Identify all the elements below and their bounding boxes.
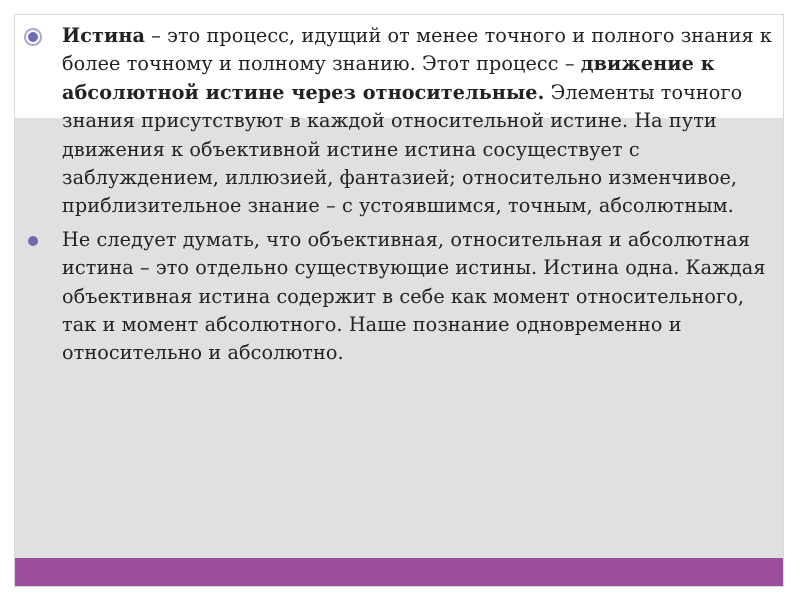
bullet-2-segment-1: Не следует думать, что объективная, относительная и абсолютная истина – это отдельно существующие истины. Истина одна. Каждая объективная истина содержит в себе как момент относительного, так и момент абсолютного. Наше познание одновременно и относительно и абсолютно. <box>62 227 766 365</box>
bullet-item-2 <box>24 226 774 368</box>
bullet-dot-icon <box>28 236 38 246</box>
bullet-item-1 <box>24 22 774 221</box>
bullet-1-segment-1: Истина <box>62 24 146 47</box>
bullet-dot-icon <box>28 32 38 42</box>
bullet-1-segment-3: движение к абсолютной истине через относительные. <box>62 52 715 104</box>
bullet-1-segment-4: Элементы точного знания присутствуют в каждой относительной истине. На пути движения к объективной истине истина сосуществует с заблуждением, иллюзией, фантазией; относительно изменчивое, приблизительное знание – с устоявшимся, точным, абсолютным. <box>62 80 743 218</box>
bullet-1-segment-2: – это процесс, идущий от менее точного и полного знания к более точному и полному знанию. Этот процесс – <box>62 24 773 76</box>
slide-content <box>24 22 774 368</box>
slide-footer-band <box>15 558 783 586</box>
